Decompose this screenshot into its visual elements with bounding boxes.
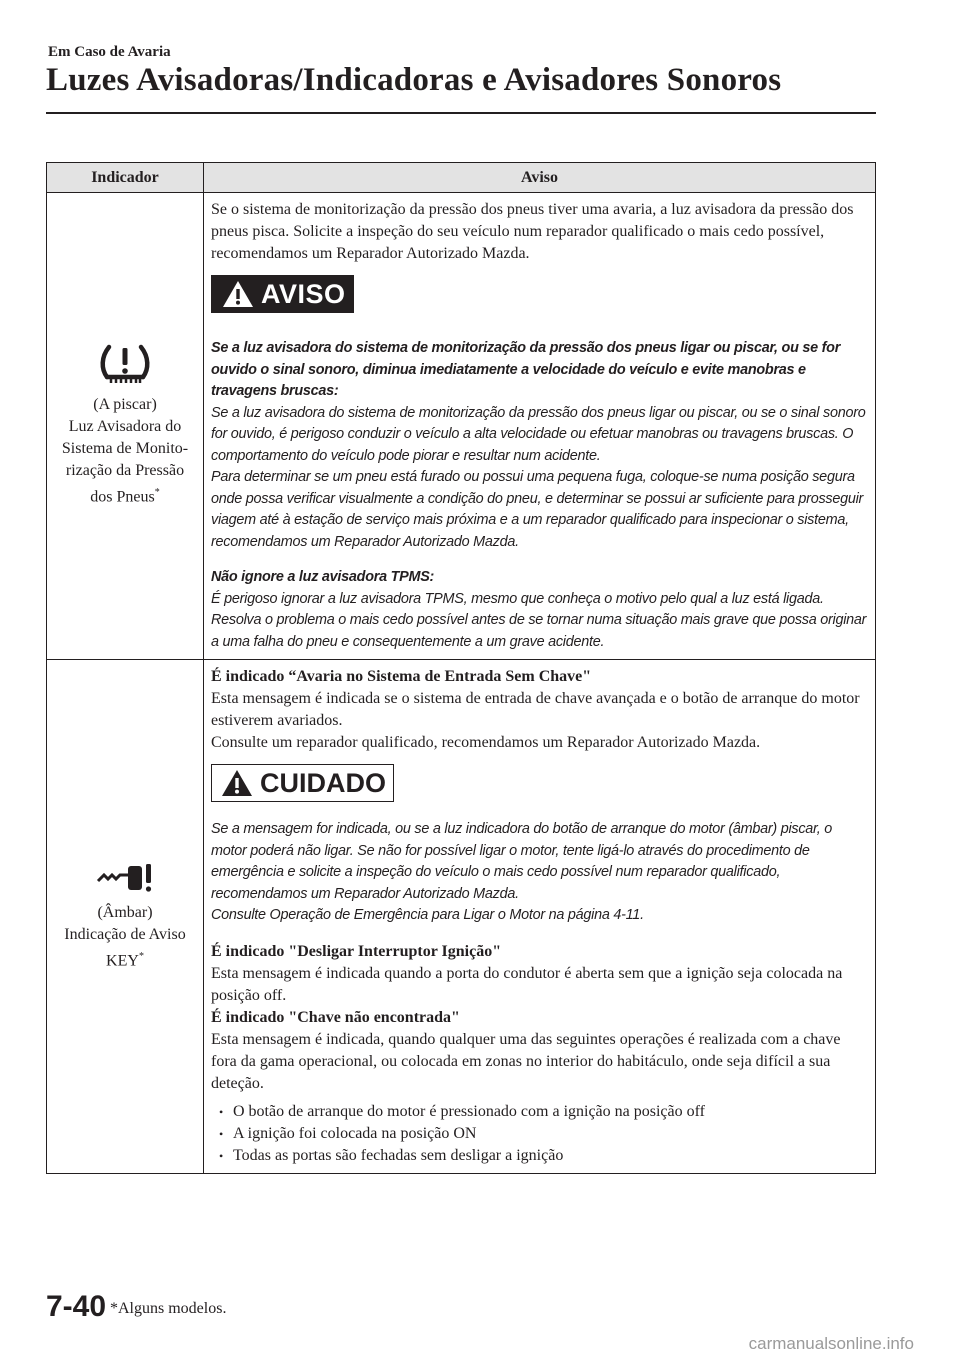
indicator-label: (A piscar) Luz Avisadora do Sistema de Monito- rização da Pressão dos Pneus* xyxy=(61,396,189,506)
table-header-row xyxy=(47,163,876,193)
alert-text: É perigoso ignorar a luz avisadora TPMS, mesmo que conheça o motivo pelo qual a luz está ligada. Resolva o problema o mais cedo possível antes de se tornar numa situação mais grave que possa originar a uma falha do pneu e consequentemente a um grave acidente. xyxy=(211,590,867,650)
caution-text: Consulte Operação de Emergência para Ligar o Motor na página 4-11. xyxy=(211,907,644,923)
column-header-indicator: Indicador xyxy=(47,163,204,193)
message-text: Esta mensagem é indicada quando a porta do condutor é aberta sem que a ignição seja colocada na posição off. xyxy=(211,964,843,1004)
alert-heading: Se a luz avisadora do sistema de monitorização da pressão dos pneus ligar ou piscar, ou se for ouvido o sinal sonoro, diminua imediatamente a velocidade do veículo e evite manobras e travagens bruscas: xyxy=(211,340,841,399)
warning-triangle-icon xyxy=(221,279,255,309)
indicator-label: (Âmbar) Indicação de Aviso KEY* xyxy=(64,903,186,969)
aviso-label: AVISO xyxy=(261,279,346,309)
cuidado-badge xyxy=(211,764,394,802)
indicator-cell xyxy=(47,660,204,1174)
message-text: Esta mensagem é indicada se o sistema de entrada de chave avançada e o botão de arranque do motor estiverem avariados. xyxy=(211,690,860,729)
warning-cell xyxy=(204,660,876,1174)
table-row xyxy=(47,193,876,660)
column-header-warning: Aviso xyxy=(204,163,876,193)
warning-cell xyxy=(204,193,876,660)
watermark: carmanualsonline.info xyxy=(748,1334,914,1353)
alert-text: Para determinar se um pneu está furado ou possui uma pequena fuga, coloque-se numa posição segura onde possa verificar visualmente a condição do pneu, e determinar se possui ar suficiente para prosseguir viagem até à estação de serviço mais próxima e a um reparador qualificado para inspecionar o sistema, recomendamos um Reparador Autorizado Mazda. xyxy=(211,469,864,550)
page-number: 7-40 xyxy=(46,1290,107,1323)
list-item: • A ignição foi colocada na posição ON xyxy=(219,1123,869,1145)
condition-list xyxy=(211,1101,869,1167)
footnote: *Alguns modelos. xyxy=(110,1300,227,1317)
title-divider xyxy=(46,112,876,114)
section-label: Em Caso de Avaria xyxy=(48,44,171,60)
caution-triangle-icon xyxy=(220,768,254,798)
indicator-cell xyxy=(47,193,204,660)
list-item: • O botão de arranque do motor é pressionado com a ignição na posição off xyxy=(219,1101,869,1123)
page-title: Luzes Avisadoras/Indicadoras e Avisadores Sonoros xyxy=(46,62,782,98)
aviso-badge xyxy=(211,275,354,313)
message-heading: É indicado “Avaria no Sistema de Entrada Sem Chave" xyxy=(211,668,592,685)
message-heading: É indicado "Chave não encontrada" xyxy=(211,1008,460,1026)
list-item: • Todas as portas são fechadas sem desligar a ignição xyxy=(219,1145,869,1167)
message-text: Consulte um reparador qualificado, recomendamos um Reparador Autorizado Mazda. xyxy=(211,734,761,751)
message-text: Esta mensagem é indicada, quando qualquer uma das seguintes operações é realizada com a chave fora da gama operacional, ou colocada em zonas no interior do habitáculo, onde seja difícil a sua deteção. xyxy=(211,1030,841,1092)
message-heading: É indicado "Desligar Interruptor Ignição" xyxy=(211,942,502,960)
intro-text: Se o sistema de monitorização da pressão dos pneus tiver uma avaria, a luz avisadora da pressão dos pneus pisca. Solicite a inspeção do seu veículo num reparador qualificado o mais cedo possível, recomendamos um Reparador Autorizado Mazda. xyxy=(211,201,854,262)
alert-text: Se a luz avisadora do sistema de monitorização da pressão dos pneus ligar ou piscar, ou se o sinal sonoro for ouvido, é perigoso conduzir o veículo a alta velocidade ou efetuar manobras ou travagens bruscas. O comportamento do veículo pode piorar e resultar num acidente. xyxy=(211,404,866,464)
caution-text: Se a mensagem for indicada, ou se a luz indicadora do botão de arranque do motor (âmbar) piscar, o motor poderá não ligar. Se não for possível ligar o motor, tente ligá-lo através do procedimento de emergência e solicite a inspeção do veículo o mais cedo possível num reparador qualificado, recomendamos um Reparador Autorizado Mazda. xyxy=(211,821,833,902)
table-row xyxy=(47,660,876,1174)
key-warning-icon xyxy=(96,861,154,895)
indicator-table xyxy=(46,162,876,1174)
cuidado-label: CUIDADO xyxy=(260,768,386,798)
alert-heading: Não ignore a luz avisadora TPMS: xyxy=(211,569,435,585)
tpms-warning-icon xyxy=(97,343,153,387)
